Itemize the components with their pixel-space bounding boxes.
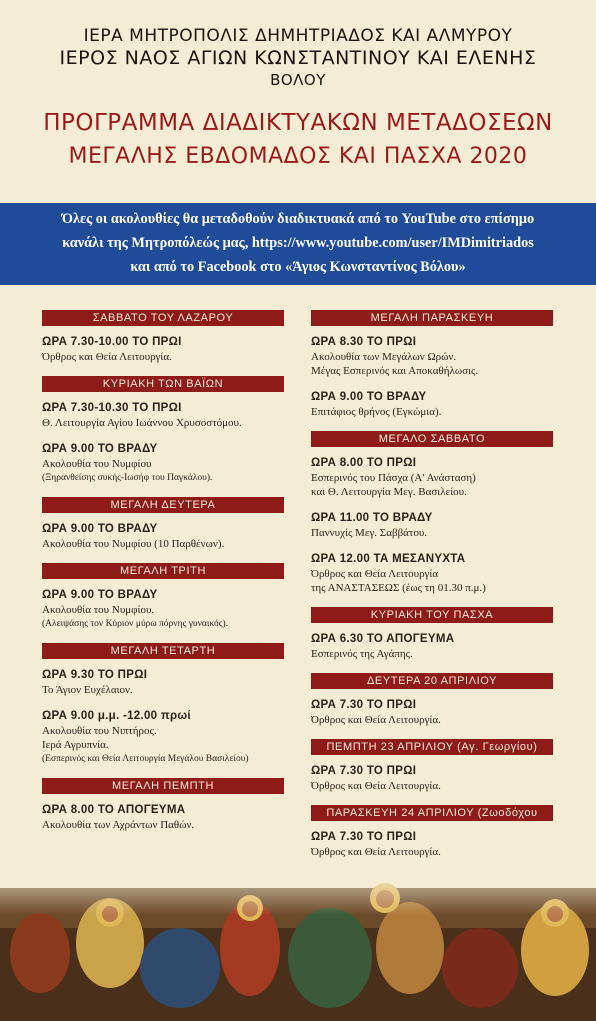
section-header: ΜΕΓΑΛΗ ΠΕΜΠΤΗ	[42, 778, 284, 794]
section-header: ΜΕΓΑΛΗ ΤΡΙΤΗ	[42, 563, 284, 579]
service-description: Εσπερινός του Πάσχα (Α' Ανάσταση)	[311, 472, 476, 484]
service-entry	[311, 511, 553, 540]
service-note: (Ξηρανθείσης συκής-Ιωσήφ του Παγκάλου).	[42, 473, 213, 483]
section-header: ΠΑΡΑΣΚΕΥΗ 24 ΑΠΡΙΛΙΟΥ (Ζωοδόχου Πηγής)	[311, 805, 553, 821]
schedule-section	[42, 376, 284, 485]
service-time: ΩΡΑ 9.00 ΤΟ ΒΡΑΔΥ	[42, 443, 158, 455]
service-description: Όρθρος και Θεία Λειτουργία.	[311, 714, 441, 726]
program-subtitle: ΜΕΓΑΛΗΣ ΕΒΔΟΜΑΔΟΣ ΚΑΙ ΠΑΣΧΑ 2020	[68, 144, 528, 169]
schedule-section	[311, 805, 553, 859]
service-time: ΩΡΑ 7.30 ΤΟ ΠΡΩΙ	[311, 831, 417, 843]
service-entry	[42, 588, 284, 631]
service-entry	[311, 698, 553, 727]
service-note: (Εσπερινός και Θεία Λειτουργία Μεγάλου Βασιλείου)	[42, 754, 249, 764]
service-description: Όρθρος και Θεία Λειτουργία.	[311, 846, 441, 858]
section-header: ΠΕΜΠΤΗ 23 ΑΠΡΙΛΙΟΥ (Αγ. Γεωργίου)	[311, 739, 553, 755]
service-time: ΩΡΑ 9.00 ΤΟ ΒΡΑΔΥ	[42, 589, 158, 601]
service-time: ΩΡΑ 12.00 ΤΑ ΜΕΣΑΝΥΧΤΑ	[311, 553, 466, 565]
section-header: ΚΥΡΙΑΚΗ ΤΩΝ ΒΑΪΩΝ	[42, 376, 284, 392]
service-description: Μέγας Εσπερινός και Αποκαθήλωσις.	[311, 365, 479, 377]
service-description: Επιτάφιος θρήνος (Εγκώμια).	[311, 406, 442, 418]
service-note: (Αλειψάσης τον Κύριον μύρω πόρνης γυναικός).	[42, 619, 229, 629]
service-description: Ακολουθία των Μεγάλων Ωρών.	[311, 351, 457, 363]
service-entry	[311, 552, 553, 595]
section-header: ΔΕΥΤΕΡΑ 20 ΑΠΡΙΛΙΟΥ	[311, 673, 553, 689]
service-entry	[42, 803, 284, 832]
schedule-section	[42, 643, 284, 766]
service-description: Θ. Λειτουργία Αγίου Ιωάννου Χρυσοστόμου.	[42, 417, 242, 429]
info-banner	[0, 203, 596, 285]
service-time: ΩΡΑ 9.00 ΤΟ ΒΡΑΔΥ	[42, 523, 158, 535]
schedule-section	[42, 563, 284, 631]
service-description: Εσπερινός της Αγάπης.	[311, 648, 413, 660]
service-time: ΩΡΑ 7.30-10.30 ΤΟ ΠΡΩΙ	[42, 402, 182, 414]
schedule-section	[311, 310, 553, 419]
service-entry	[311, 632, 553, 661]
service-time: ΩΡΑ 8.00 ΤΟ ΠΡΩΙ	[311, 457, 417, 469]
service-description: Ακολουθία του Νυμφίου.	[42, 604, 155, 616]
service-time: ΩΡΑ 7.30 ΤΟ ΠΡΩΙ	[311, 699, 417, 711]
service-description: Όρθρος και Θεία Λειτουργία.	[42, 351, 172, 363]
section-header: ΣΑΒΒΑΤΟ ΤΟΥ ΛΑΖΑΡΟΥ	[42, 310, 284, 326]
service-time: ΩΡΑ 11.00 ΤΟ ΒΡΑΔΥ	[311, 512, 433, 524]
service-time: ΩΡΑ 9.00 μ.μ. -12.00 πρωί	[42, 710, 191, 722]
section-header: ΚΥΡΙΑΚΗ ΤΟΥ ΠΑΣΧΑ	[311, 607, 553, 623]
service-entry	[311, 335, 553, 378]
schedule-section	[42, 310, 284, 364]
schedule-section	[311, 431, 553, 595]
service-time: ΩΡΑ 7.30-10.00 ΤΟ ΠΡΩΙ	[42, 336, 182, 348]
schedule-section	[311, 739, 553, 793]
service-entry	[42, 335, 284, 364]
metropolis-name: ΙΕΡΑ ΜΗΤΡΟΠΟΛΙΣ ΔΗΜΗΤΡΙΑΔΟΣ ΚΑΙ ΑΛΜΥΡΟΥ	[83, 26, 513, 46]
service-description: Όρθρος και Θεία Λειτουργία	[311, 568, 439, 580]
service-time: ΩΡΑ 6.30 ΤΟ ΑΠΟΓΕΥΜΑ	[311, 633, 455, 645]
section-header: ΜΕΓΑΛΗ ΔΕΥΤΕΡΑ	[42, 497, 284, 513]
service-entry	[311, 764, 553, 793]
program-title: ΠΡΟΓΡΑΜΜΑ ΔΙΑΔΙΚΤΥΑΚΩΝ ΜΕΤΑΔΟΣΕΩΝ	[43, 110, 553, 136]
schedule-section	[311, 607, 553, 661]
service-time: ΩΡΑ 7.30 ΤΟ ΠΡΩΙ	[311, 765, 417, 777]
service-description: Ακολουθία του Νυμφίου (10 Παρθένων).	[42, 538, 225, 550]
header	[0, 0, 596, 169]
service-description: Το Άγιον Ευχέλαιον.	[42, 684, 133, 696]
service-time: ΩΡΑ 8.30 ΤΟ ΠΡΩΙ	[311, 336, 417, 348]
service-description: Ακολουθία του Νιπτήρος.	[42, 725, 157, 737]
service-entry	[42, 522, 284, 551]
schedule-section	[311, 673, 553, 727]
service-entry	[42, 668, 284, 697]
banner-line-1: Όλες οι ακολουθίες θα μεταδοθούν διαδικτυακά από το YouTube στο επίσημο	[61, 211, 535, 227]
schedule-section	[42, 497, 284, 551]
city-name: ΒΟΛΟΥ	[270, 71, 326, 89]
service-entry	[42, 442, 284, 485]
service-time: ΩΡΑ 8.00 ΤΟ ΑΠΟΓΕΥΜΑ	[42, 804, 186, 816]
service-entry	[311, 390, 553, 419]
banner-line-2: κανάλι της Μητροπόλεώς μας, https://www.youtube.com/user/IMDimitriados	[62, 235, 534, 251]
service-description: Ακολουθία του Νυμφίου	[42, 458, 152, 470]
service-time: ΩΡΑ 9.30 ΤΟ ΠΡΩΙ	[42, 669, 148, 681]
service-description: και Θ. Λειτουργία Μεγ. Βασιλείου.	[311, 486, 467, 498]
schedule-section	[42, 778, 284, 832]
section-header: ΜΕΓΑΛΗ ΠΑΡΑΣΚΕΥΗ	[311, 310, 553, 326]
service-entry	[42, 709, 284, 766]
service-description: της ΑΝΑΣΤΑΣΕΩΣ (έως τη 01.30 π.μ.)	[311, 582, 486, 594]
section-header: ΜΕΓΑΛΗ ΤΕΤΑΡΤΗ	[42, 643, 284, 659]
schedule-left-column	[42, 310, 284, 844]
service-description: Όρθρος και Θεία Λειτουργία.	[311, 780, 441, 792]
service-description: Ιερά Αγρυπνία.	[42, 739, 109, 751]
schedule-right-column	[311, 310, 553, 871]
byzantine-fresco-image	[0, 858, 596, 1021]
banner-line-3: και από το Facebook στο «Άγιος Κωνσταντίνος Βόλου»	[130, 259, 466, 275]
service-time: ΩΡΑ 9.00 ΤΟ ΒΡΑΔΥ	[311, 391, 427, 403]
service-description: Ακολουθία των Αχράντων Παθών.	[42, 819, 195, 831]
service-description: Παννυχίς Μεγ. Σαββάτου.	[311, 527, 428, 539]
church-name: ΙΕΡΟΣ ΝΑΟΣ ΑΓΙΩΝ ΚΩΝΣΤΑΝΤΙΝΟΥ ΚΑΙ ΕΛΕΝΗΣ	[59, 47, 537, 69]
service-entry	[311, 456, 553, 499]
section-header: ΜΕΓΑΛΟ ΣΑΒΒΑΤΟ	[311, 431, 553, 447]
service-entry	[42, 401, 284, 430]
